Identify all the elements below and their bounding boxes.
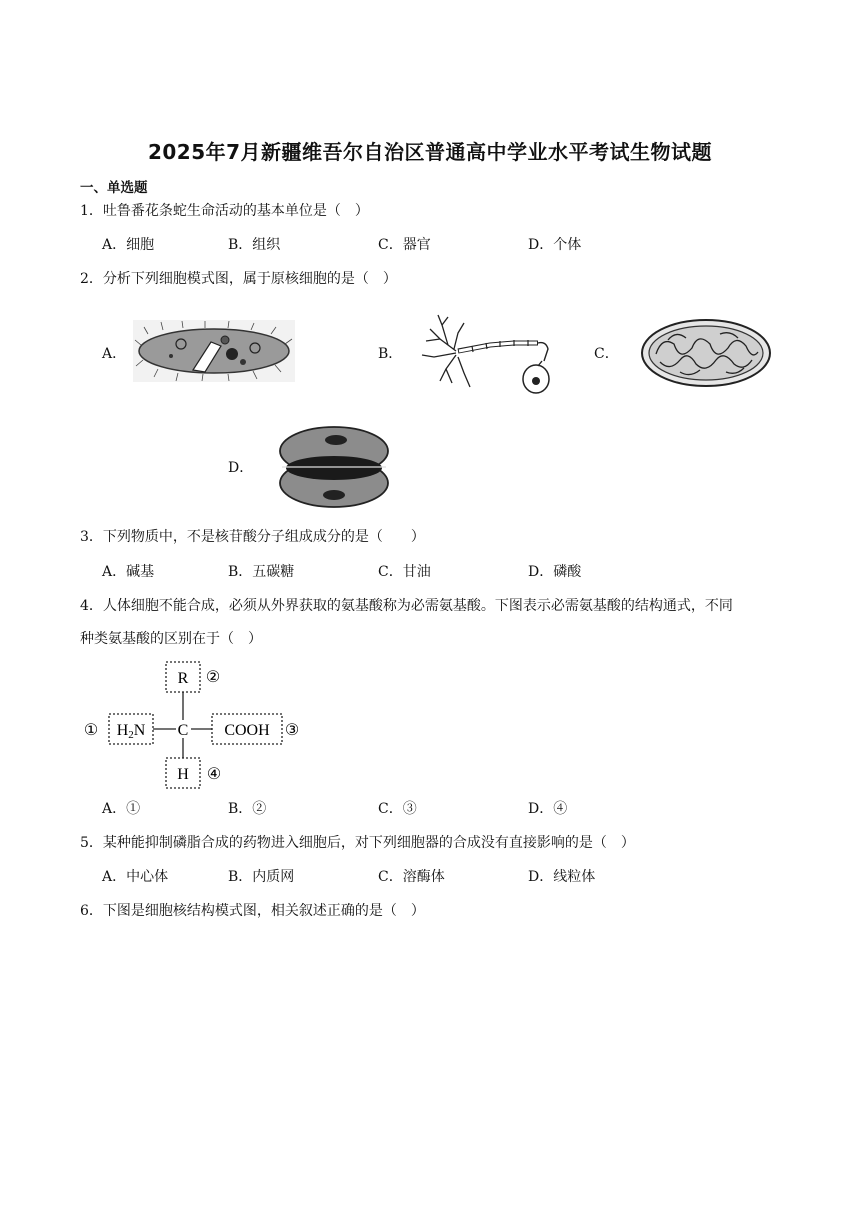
marker-1: ① <box>83 722 99 739</box>
q2-option-d-label[interactable]: D． <box>228 460 254 476</box>
marker-3: ③ <box>284 722 300 739</box>
question-4-stem-line-2: 种类氨基酸的区别在于（ ） <box>80 631 262 647</box>
question-2-stem: 2．分析下列细胞模式图，属于原核细胞的是（ ） <box>80 271 397 287</box>
central-carbon-label: C <box>177 722 189 739</box>
hydrogen-label: H <box>177 766 189 783</box>
mitochondrion-illustration <box>640 318 772 388</box>
q3-option-d[interactable]: D．磷酸 <box>528 564 582 580</box>
q1-option-c[interactable]: C．器官 <box>378 237 431 253</box>
paramecium-illustration <box>133 320 295 382</box>
question-4-stem-line-1: 4．人体细胞不能合成，必须从外界获取的氨基酸称为必需氨基酸。下图表示必需氨基酸的结构通式，不同 <box>80 598 733 614</box>
q3-option-c[interactable]: C．甘油 <box>378 564 431 580</box>
amino-group-label: H2N <box>116 722 146 741</box>
q5-option-a[interactable]: A．中心体 <box>102 869 169 885</box>
q3-option-a[interactable]: A．碱基 <box>102 564 155 580</box>
q3-option-b[interactable]: B．五碳糖 <box>228 564 295 580</box>
question-1-stem: 1．吐鲁番花条蛇生命活动的基本单位是（ ） <box>80 203 369 219</box>
amino-acid-structure-diagram <box>80 660 310 790</box>
cyanobacteria-illustration <box>278 425 390 509</box>
q1-option-b[interactable]: B．组织 <box>228 237 281 253</box>
q2-option-b-label[interactable]: B． <box>378 346 403 362</box>
q5-option-b[interactable]: B．内质网 <box>228 869 295 885</box>
q5-option-c[interactable]: C．溶酶体 <box>378 869 445 885</box>
r-group-label: R <box>177 670 189 687</box>
q4-option-b[interactable]: B．② <box>228 801 267 817</box>
q4-option-d[interactable]: D．④ <box>528 801 568 817</box>
question-6-stem: 6．下图是细胞核结构模式图，相关叙述正确的是（ ） <box>80 903 425 919</box>
q4-option-a[interactable]: A．① <box>102 801 141 817</box>
q4-option-c[interactable]: C．③ <box>378 801 417 817</box>
q1-option-a[interactable]: A．细胞 <box>102 237 155 253</box>
q2-option-a-label[interactable]: A． <box>102 346 127 362</box>
marker-4: ④ <box>206 766 222 783</box>
q1-option-d[interactable]: D．个体 <box>528 237 582 253</box>
section-heading: 一、单选题 <box>80 180 148 196</box>
marker-2: ② <box>205 669 221 686</box>
neuron-illustration <box>418 311 558 397</box>
carboxyl-group-label: COOH <box>224 722 270 739</box>
question-3-stem: 3．下列物质中，不是核苷酸分子组成成分的是（ ） <box>80 529 425 545</box>
q5-option-d[interactable]: D．线粒体 <box>528 869 596 885</box>
page-title: 2025年7月新疆维吾尔自治区普通高中学业水平考试生物试题 <box>147 140 713 164</box>
question-5-stem: 5．某种能抑制磷脂合成的药物进入细胞后，对下列细胞器的合成没有直接影响的是（ ） <box>80 835 635 851</box>
q2-option-c-label[interactable]: C． <box>594 346 619 362</box>
